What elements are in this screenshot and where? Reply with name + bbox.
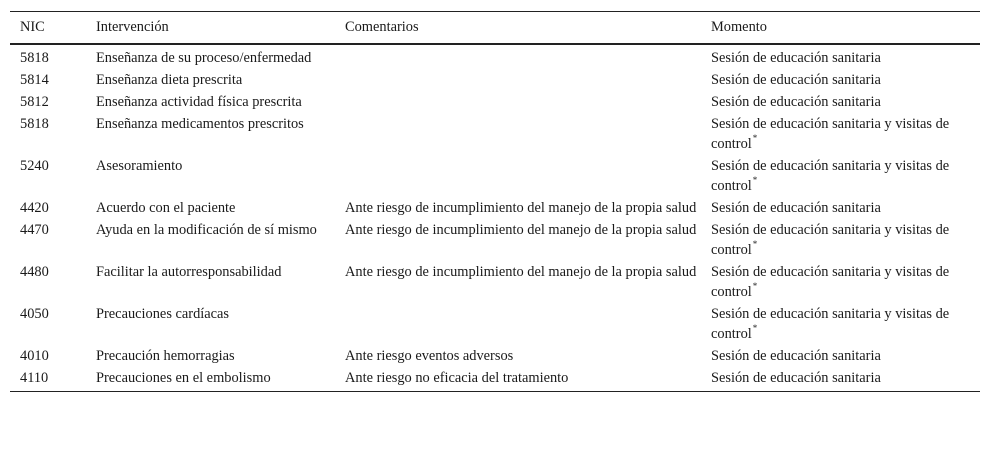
table-row — [10, 113, 980, 155]
table-row — [10, 197, 980, 219]
cell-comentarios — [345, 219, 711, 261]
cell-momento-text: Sesión de educación sanitaria — [711, 50, 881, 66]
cell-intervencion-text: Enseñanza de su proceso/enfermedad — [96, 50, 312, 66]
cell-nic-text: 4480 — [20, 264, 49, 280]
footnote-marker: * — [752, 133, 758, 144]
cell-nic — [10, 303, 96, 345]
cell-nic-text: 5812 — [20, 94, 49, 110]
cell-nic-text: 4050 — [20, 306, 49, 322]
table-row — [10, 69, 980, 91]
cell-momento-text: Sesión de educación sanitaria — [711, 348, 881, 364]
cell-momento — [711, 91, 980, 113]
cell-nic — [10, 113, 96, 155]
cell-intervencion — [96, 367, 345, 392]
cell-nic — [10, 345, 96, 367]
cell-momento-text: Sesión de educación sanitaria — [711, 370, 881, 386]
cell-nic — [10, 44, 96, 69]
cell-momento — [711, 303, 980, 345]
cell-intervencion-text: Enseñanza actividad física prescrita — [96, 94, 302, 110]
cell-comentarios-text: Ante riesgo de incumplimiento del manejo de la propia salud — [345, 200, 697, 216]
cell-momento — [711, 155, 980, 197]
cell-intervencion-text: Precauciones en el embolismo — [96, 370, 271, 386]
cell-momento — [711, 219, 980, 261]
cell-intervencion-text: Ayuda en la modificación de sí mismo — [96, 222, 317, 238]
cell-comentarios-text: Ante riesgo de incumplimiento del manejo de la propia salud — [345, 222, 697, 238]
cell-intervencion — [96, 197, 345, 219]
cell-nic-text: 5818 — [20, 116, 49, 132]
cell-intervencion — [96, 91, 345, 113]
cell-intervencion — [96, 155, 345, 197]
cell-comentarios — [345, 44, 711, 69]
cell-momento-text: Sesión de educación sanitaria y visitas de control — [711, 158, 950, 194]
cell-momento-text: Sesión de educación sanitaria y visitas de control — [711, 116, 950, 152]
cell-nic — [10, 197, 96, 219]
cell-comentarios — [345, 345, 711, 367]
cell-momento-text: Sesión de educación sanitaria y visitas de control — [711, 306, 950, 342]
table-row — [10, 303, 980, 345]
cell-intervencion-text: Precauciones cardíacas — [96, 306, 230, 322]
cell-comentarios-text: Ante riesgo eventos adversos — [345, 348, 514, 364]
cell-intervencion-text: Asesoramiento — [96, 158, 183, 174]
cell-intervencion — [96, 345, 345, 367]
cell-intervencion-text: Acuerdo con el paciente — [96, 200, 236, 216]
cell-momento-text: Sesión de educación sanitaria — [711, 94, 881, 110]
cell-intervencion — [96, 113, 345, 155]
cell-comentarios — [345, 197, 711, 219]
cell-intervencion-text: Facilitar la autorresponsabilidad — [96, 264, 282, 280]
cell-momento — [711, 69, 980, 91]
cell-momento-text: Sesión de educación sanitaria y visitas de control — [711, 264, 950, 300]
cell-nic-text: 4110 — [20, 370, 49, 386]
cell-comentarios — [345, 155, 711, 197]
cell-nic-text: 4420 — [20, 200, 49, 216]
cell-comentarios-text: Ante riesgo no eficacia del tratamiento — [345, 370, 569, 386]
cell-nic-text: 4010 — [20, 348, 49, 364]
cell-nic-text: 5240 — [20, 158, 49, 174]
cell-nic-text: 4470 — [20, 222, 49, 238]
footnote-marker: * — [752, 175, 758, 186]
table-row — [10, 261, 980, 303]
cell-momento — [711, 44, 980, 69]
cell-momento-text: Sesión de educación sanitaria y visitas de control — [711, 222, 950, 258]
cell-momento — [711, 113, 980, 155]
cell-momento — [711, 345, 980, 367]
table-row — [10, 44, 980, 69]
header-comentarios: Comentarios — [345, 12, 711, 45]
header-nic: NIC — [10, 12, 96, 45]
cell-comentarios — [345, 261, 711, 303]
footnote-marker: * — [752, 323, 758, 334]
cell-intervencion-text: Precaución hemorragias — [96, 348, 235, 364]
cell-comentarios — [345, 91, 711, 113]
cell-comentarios — [345, 303, 711, 345]
cell-intervencion — [96, 44, 345, 69]
cell-comentarios — [345, 367, 711, 392]
cell-momento — [711, 197, 980, 219]
cell-nic — [10, 219, 96, 261]
cell-nic — [10, 367, 96, 392]
table-row — [10, 155, 980, 197]
cell-intervencion — [96, 219, 345, 261]
cell-intervencion-text: Enseñanza dieta prescrita — [96, 72, 243, 88]
cell-nic — [10, 69, 96, 91]
cell-comentarios — [345, 113, 711, 155]
cell-intervencion-text: Enseñanza medicamentos prescritos — [96, 116, 304, 132]
cell-momento — [711, 367, 980, 392]
header-momento: Momento — [711, 12, 980, 45]
cell-nic — [10, 261, 96, 303]
cell-intervencion — [96, 261, 345, 303]
cell-intervencion — [96, 69, 345, 91]
table-row — [10, 91, 980, 113]
table-body — [10, 44, 980, 392]
cell-momento — [711, 261, 980, 303]
table-row — [10, 367, 980, 392]
header-row — [10, 12, 980, 45]
cell-momento-text: Sesión de educación sanitaria — [711, 72, 881, 88]
table-row — [10, 345, 980, 367]
cell-nic-text: 5814 — [20, 72, 49, 88]
header-intervencion: Intervención — [96, 12, 345, 45]
cell-comentarios — [345, 69, 711, 91]
nic-interventions-table — [10, 11, 980, 392]
cell-nic — [10, 155, 96, 197]
cell-comentarios-text: Ante riesgo de incumplimiento del manejo de la propia salud — [345, 264, 697, 280]
cell-momento-text: Sesión de educación sanitaria — [711, 200, 881, 216]
footnote-marker: * — [752, 239, 758, 250]
table-header — [10, 12, 980, 45]
cell-nic-text: 5818 — [20, 50, 49, 66]
table-row — [10, 219, 980, 261]
cell-nic — [10, 91, 96, 113]
footnote-marker: * — [752, 281, 758, 292]
cell-intervencion — [96, 303, 345, 345]
